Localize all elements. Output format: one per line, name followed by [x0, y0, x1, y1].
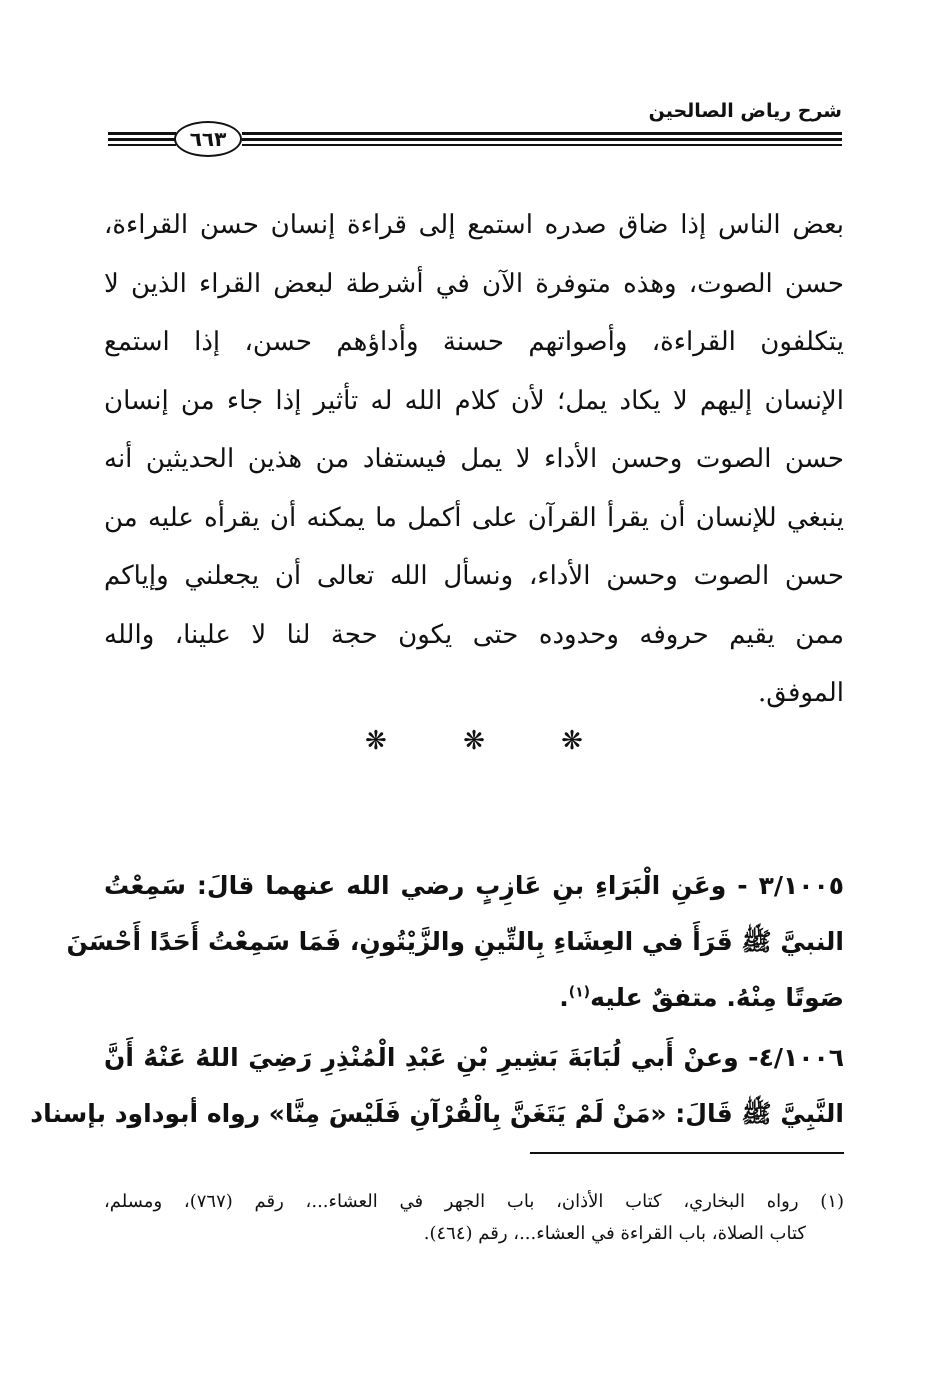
- commentary-line: حسن الصوت، وهذه متوفرة الآن في أشرطة لبعض القراء الذين لا: [104, 268, 844, 299]
- header-rule-right: [242, 129, 842, 149]
- commentary-line: ينبغي للإنسان أن يقرأ القرآن على أكمل ما يمكنه أن يقرأه عليه من: [104, 502, 844, 533]
- page-number: ٦٦٣: [174, 121, 242, 157]
- footnote-divider: [530, 1152, 844, 1154]
- commentary-line: بعض الناس إذا ضاق صدره استمع إلى قراءة إنسان حسن القراءة،: [104, 210, 844, 240]
- hadith-line: ٣/١٠٠٥ - وعَنِ الْبَرَاءِ بنِ عَازِبٍ رضي الله عنهما قالَ: سَمِعْتُ: [104, 871, 844, 900]
- hadith-line: [104, 970, 844, 1026]
- footnote-line: (١) رواه البخاري، كتاب الأذان، باب الجهر في العشاء...، رقم (٧٦٧)، ومسلم،: [104, 1191, 844, 1212]
- hadith-1005: [66, 858, 844, 1026]
- footnote-1: [104, 1186, 844, 1250]
- section-separator: [0, 726, 948, 756]
- hadith-line-text: صَوتًا مِنْهُ. متفقٌ عليه: [590, 983, 844, 1012]
- hadith-line: النَّبِيَّ ﷺ قَالَ: «مَنْ لَمْ يَتَغَنَّ بِالْقُرْآنِ فَلَيْسَ مِنَّا» رواه أبوداود بإسناد: [30, 1099, 844, 1128]
- commentary-line: حسن الصوت وحسن الأداء لا يمل فيستفاد من هذين الحديثين أنه: [104, 444, 844, 474]
- footnote-marker[interactable]: (١): [568, 984, 591, 1001]
- hadith-line: النبيَّ ﷺ قَرَأَ في العِشَاءِ بِالتِّينِ والزَّيْتُونِ، فَمَا سَمِعْتُ أَحَدًا أَحْسَنَ: [66, 927, 844, 956]
- header-rule-left: [108, 129, 176, 149]
- asterism-icon: ❋: [365, 726, 387, 756]
- commentary-paragraph: [104, 196, 844, 723]
- commentary-line: يتكلفون القراءة، وأصواتهم حسنة وأداؤهم حسن، إذا استمع: [104, 327, 844, 357]
- commentary-line: الموفق.: [758, 678, 844, 708]
- commentary-line: الإنسان إليهم لا يكاد يمل؛ لأن كلام الله له تأثير إذا جاء من إنسان: [104, 385, 844, 416]
- hadith-line: ٤/١٠٠٦- وعنْ أَبي لُبَابَةَ بَشِيرِ بْنِ عَبْدِ الْمُنْذِرِ رَضِيَ اللهُ عَنْهُ أَنَّ: [104, 1043, 844, 1072]
- commentary-line: حسن الصوت وحسن الأداء، ونسأل الله تعالى أن يجعلني وإياكم: [104, 561, 844, 591]
- commentary-line: ممن يقيم حروفه وحدوده حتى يكون حجة لنا لا علينا، والله: [104, 619, 844, 650]
- hadith-1006: [30, 1030, 844, 1142]
- running-title: شرح رياض الصالحين: [648, 100, 842, 122]
- footnote-line: كتاب الصلاة، باب القراءة في العشاء...، رقم (٤٦٤).: [423, 1223, 806, 1244]
- asterism-icon: ❋: [561, 726, 583, 756]
- hadith-line-end: .: [559, 983, 569, 1012]
- asterism-icon: ❋: [463, 726, 485, 756]
